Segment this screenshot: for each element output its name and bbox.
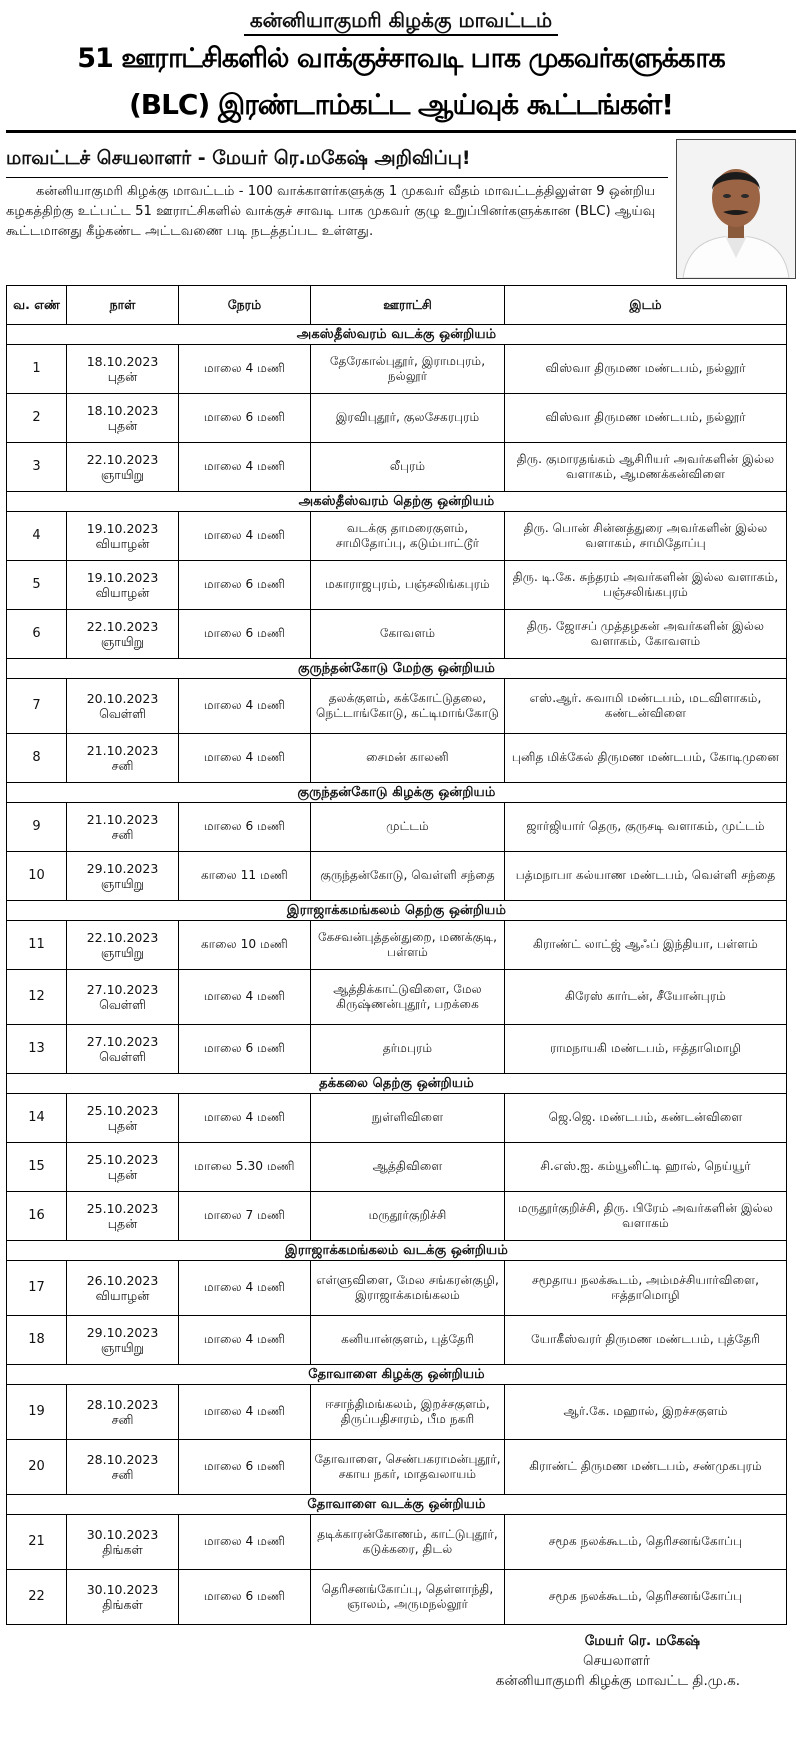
venue-cell: ஜார்ஜியார் தெரு, குருசடி வளாகம், முட்டம் xyxy=(505,803,787,852)
time-cell: மாலை 6 மணி xyxy=(179,1570,311,1625)
table-row xyxy=(7,1515,787,1570)
table-row xyxy=(7,1192,787,1241)
serial-no-cell: 10 xyxy=(7,852,67,901)
date-cell xyxy=(67,803,179,852)
day-text: வியாழன் xyxy=(95,536,150,551)
date-text: 22.10.2023 xyxy=(86,929,159,945)
table-row xyxy=(7,443,787,492)
date-cell xyxy=(67,345,179,394)
intro-section xyxy=(6,139,796,279)
time-cell: மாலை 4 மணி xyxy=(179,512,311,561)
date-cell xyxy=(67,1570,179,1625)
date-text: 25.10.2023 xyxy=(86,1200,159,1216)
union-name: அகஸ்தீஸ்வரம் தெற்கு ஒன்றியம் xyxy=(7,492,787,512)
serial-no-cell: 9 xyxy=(7,803,67,852)
venue-cell: சமூக நலக்கூடம், தெரிசனங்கோப்பு xyxy=(505,1515,787,1570)
time-cell: மாலை 6 மணி xyxy=(179,803,311,852)
panchayat-cell: மருதூர்குறிச்சி xyxy=(311,1192,505,1241)
serial-no-cell: 16 xyxy=(7,1192,67,1241)
table-row xyxy=(7,1440,787,1495)
date-cell xyxy=(67,512,179,561)
subheadline: மாவட்டச் செயலாளர் - மேயர் ரெ.மகேஷ் அறிவிப்பு! xyxy=(6,139,668,178)
day-text: திங்கள் xyxy=(102,1597,143,1612)
date-cell xyxy=(67,679,179,734)
date-text: 27.10.2023 xyxy=(86,981,159,997)
day-text: ஞாயிறு xyxy=(100,876,145,891)
table-row xyxy=(7,679,787,734)
union-section-header xyxy=(7,659,787,679)
time-cell: காலை 10 மணி xyxy=(179,921,311,970)
serial-no-cell: 11 xyxy=(7,921,67,970)
day-text: சனி xyxy=(111,827,134,842)
union-section-header xyxy=(7,1495,787,1515)
serial-no-cell: 19 xyxy=(7,1385,67,1440)
header-venue: இடம் xyxy=(505,286,787,325)
day-text: புதன் xyxy=(107,369,138,384)
venue-cell: திரு. குமாரதங்கம் ஆசிரியர் அவர்களின் இல்ல வளாகம், ஆமணக்கன்விளை xyxy=(505,443,787,492)
time-cell: மாலை 4 மணி xyxy=(179,1316,311,1365)
day-text: திங்கள் xyxy=(102,1542,143,1557)
table-row xyxy=(7,1570,787,1625)
date-text: 22.10.2023 xyxy=(86,618,159,634)
table-row xyxy=(7,803,787,852)
date-cell xyxy=(67,1094,179,1143)
time-cell: மாலை 4 மணி xyxy=(179,1515,311,1570)
table-row xyxy=(7,1025,787,1074)
day-text: ஞாயிறு xyxy=(100,945,145,960)
table-row xyxy=(7,345,787,394)
panchayat-cell: சைமன் காலனி xyxy=(311,734,505,783)
day-text: வியாழன் xyxy=(95,585,150,600)
date-cell xyxy=(67,1192,179,1241)
day-text: புதன் xyxy=(107,418,138,433)
date-text: 29.10.2023 xyxy=(86,1324,159,1340)
header-time: நேரம் xyxy=(179,286,311,325)
time-cell: மாலை 4 மணி xyxy=(179,1385,311,1440)
date-text: 19.10.2023 xyxy=(86,569,159,585)
union-section-header xyxy=(7,901,787,921)
panchayat-cell: தடிக்காரன்கோணம், காட்டுபுதூர், கடுக்கரை, திடல் xyxy=(311,1515,505,1570)
panchayat-cell: தெரிசனங்கோப்பு, தெள்ளாந்தி, ஞாலம், அருமநல்லூர் xyxy=(311,1570,505,1625)
day-text: ஞாயிறு xyxy=(100,467,145,482)
venue-cell: சமூதாய நலக்கூடம், அம்மச்சியார்விளை, ஈத்தாமொழி xyxy=(505,1261,787,1316)
table-row xyxy=(7,394,787,443)
schedule-body xyxy=(7,325,787,1625)
date-text: 28.10.2023 xyxy=(86,1451,159,1467)
date-text: 25.10.2023 xyxy=(86,1102,159,1118)
district-title xyxy=(6,6,796,36)
venue-cell: சமூக நலக்கூடம், தெரிசனங்கோப்பு xyxy=(505,1570,787,1625)
table-row xyxy=(7,921,787,970)
intro-paragraph: கன்னியாகுமரி கிழக்கு மாவட்டம் - 100 வாக்காளர்களுக்கு 1 முகவர் வீதம் மாவட்டத்திலுள்ள 9 ஒன்றிய கழகத்திற்கு உட்பட்ட 51 ஊராட்சிகளில் வாக்குச் சாவடி பாக முகவர் குழு உறுப்பினர்களுக்கான (BLC) ஆய்வு கூட்டமானது கீழ்கண்ட அட்டவணை படி நடத்தப்பட உள்ளது. xyxy=(6,184,656,239)
serial-no-cell: 3 xyxy=(7,443,67,492)
table-row xyxy=(7,734,787,783)
time-cell: மாலை 4 மணி xyxy=(179,443,311,492)
time-cell: மாலை 5.30 மணி xyxy=(179,1143,311,1192)
venue-cell: விஸ்வா திருமண மண்டபம், நல்லூர் xyxy=(505,345,787,394)
date-cell xyxy=(67,1440,179,1495)
union-section-header xyxy=(7,1365,787,1385)
union-name: குருந்தன்கோடு மேற்கு ஒன்றியம் xyxy=(7,659,787,679)
serial-no-cell: 12 xyxy=(7,970,67,1025)
panchayat-cell: தேரேகால்புதூர், இராமபுரம், நல்லூர் xyxy=(311,345,505,394)
date-text: 26.10.2023 xyxy=(86,1272,159,1288)
union-name: குருந்தன்கோடு கிழக்கு ஒன்றியம் xyxy=(7,783,787,803)
day-text: சனி xyxy=(111,1467,134,1482)
date-text: 25.10.2023 xyxy=(86,1151,159,1167)
table-row xyxy=(7,1316,787,1365)
serial-no-cell: 17 xyxy=(7,1261,67,1316)
newspaper-notice xyxy=(6,0,796,1691)
panchayat-cell: கேசவன்புத்தன்துறை, மணக்குடி, பள்ளம் xyxy=(311,921,505,970)
panchayat-cell: மகாராஜபுரம், பஞ்சலிங்கபுரம் xyxy=(311,561,505,610)
serial-no-cell: 21 xyxy=(7,1515,67,1570)
serial-no-cell: 4 xyxy=(7,512,67,561)
header-serial-no: வ. எண் xyxy=(7,286,67,325)
panchayat-cell: ஈசாந்திமங்கலம், இறச்சகுளம், திருப்பதிசாரம், பீம நகரி xyxy=(311,1385,505,1440)
venue-cell: திரு. பொன் சின்னத்துரை அவர்களின் இல்ல வளாகம், சாமிதோப்பு xyxy=(505,512,787,561)
serial-no-cell: 13 xyxy=(7,1025,67,1074)
table-header-row xyxy=(7,286,787,325)
date-text: 18.10.2023 xyxy=(86,402,159,418)
headline-line-2: (BLC) இரண்டாம்கட்ட ஆய்வுக் கூட்டங்கள்! xyxy=(6,82,796,133)
day-text: சனி xyxy=(111,758,134,773)
panchayat-cell: முட்டம் xyxy=(311,803,505,852)
panchayat-cell: கோவளம் xyxy=(311,610,505,659)
panchayat-cell: லீபுரம் xyxy=(311,443,505,492)
signatory-role: செயலாளர் xyxy=(582,1653,650,1669)
union-name: அகஸ்தீஸ்வரம் வடக்கு ஒன்றியம் xyxy=(7,325,787,345)
venue-cell: ஜெ.ஜெ. மண்டபம், கண்டன்விளை xyxy=(505,1094,787,1143)
time-cell: காலை 11 மணி xyxy=(179,852,311,901)
venue-cell: புனித மிக்கேல் திருமண மண்டபம், கோடிமுனை xyxy=(505,734,787,783)
union-section-header xyxy=(7,1241,787,1261)
panchayat-cell: தலக்குளம், கக்கோட்டுதலை, நெட்டாங்கோடு, கட்டிமாங்கோடு xyxy=(311,679,505,734)
union-name: இராஜாக்கமங்கலம் தெற்கு ஒன்றியம் xyxy=(7,901,787,921)
date-text: 18.10.2023 xyxy=(86,353,159,369)
signatory-org: கன்னியாகுமரி கிழக்கு மாவட்ட தி.மு.க. xyxy=(495,1673,740,1689)
secretary-photo xyxy=(676,139,796,279)
date-cell xyxy=(67,1143,179,1192)
date-text: 30.10.2023 xyxy=(86,1526,159,1542)
day-text: வெள்ளி xyxy=(99,706,146,721)
venue-cell: கிராண்ட் திருமண மண்டபம், சண்முகபுரம் xyxy=(505,1440,787,1495)
panchayat-cell: இரவிபுதூர், குலசேகரபுரம் xyxy=(311,394,505,443)
date-cell xyxy=(67,443,179,492)
day-text: புதன் xyxy=(107,1118,138,1133)
serial-no-cell: 15 xyxy=(7,1143,67,1192)
date-cell xyxy=(67,1385,179,1440)
header-date: நாள் xyxy=(67,286,179,325)
day-text: ஞாயிறு xyxy=(100,1340,145,1355)
union-section-header xyxy=(7,325,787,345)
time-cell: மாலை 4 மணி xyxy=(179,679,311,734)
venue-cell: யோகீஸ்வரர் திருமண மண்டபம், புத்தேரி xyxy=(505,1316,787,1365)
time-cell: மாலை 6 மணி xyxy=(179,610,311,659)
time-cell: மாலை 7 மணி xyxy=(179,1192,311,1241)
day-text: ஞாயிறு xyxy=(100,634,145,649)
serial-no-cell: 2 xyxy=(7,394,67,443)
date-cell xyxy=(67,1025,179,1074)
table-row xyxy=(7,1143,787,1192)
panchayat-cell: வடக்கு தாமரைகுளம், சாமிதோப்பு, கடும்பாட்டூர் xyxy=(311,512,505,561)
union-section-header xyxy=(7,783,787,803)
date-cell xyxy=(67,1515,179,1570)
venue-cell: சி.எஸ்.ஐ. கம்யூனிட்டி ஹால், நெய்யூர் xyxy=(505,1143,787,1192)
headline-line-1: 51 ஊராட்சிகளில் வாக்குச்சாவடி பாக முகவர்களுக்காக xyxy=(77,43,725,74)
district-title-text: கன்னியாகுமரி கிழக்கு மாவட்டம் xyxy=(244,6,558,36)
union-name: இராஜாக்கமங்கலம் வடக்கு ஒன்றியம் xyxy=(7,1241,787,1261)
venue-cell: திரு. டி.கே. சுந்தரம் அவர்களின் இல்ல வளாகம், பஞ்சலிங்கபுரம் xyxy=(505,561,787,610)
time-cell: மாலை 4 மணி xyxy=(179,1094,311,1143)
day-text: வெள்ளி xyxy=(99,997,146,1012)
panchayat-cell: ஆத்திக்காட்டுவிளை, மேல கிருஷ்ணன்புதூர், பறக்கை xyxy=(311,970,505,1025)
date-cell xyxy=(67,1261,179,1316)
venue-cell: விஸ்வா திருமண மண்டபம், நல்லூர் xyxy=(505,394,787,443)
meeting-schedule-table xyxy=(6,285,787,1625)
date-cell xyxy=(67,1316,179,1365)
table-row xyxy=(7,1094,787,1143)
time-cell: மாலை 6 மணி xyxy=(179,1440,311,1495)
date-text: 21.10.2023 xyxy=(86,742,159,758)
venue-cell: பத்மநாபா கல்யாண மண்டபம், வெள்ளி சந்தை xyxy=(505,852,787,901)
date-cell xyxy=(67,734,179,783)
day-text: சனி xyxy=(111,1412,134,1427)
union-section-header xyxy=(7,492,787,512)
serial-no-cell: 7 xyxy=(7,679,67,734)
venue-cell: எஸ்.ஆர். சுவாமி மண்டபம், மடவிளாகம், கண்டன்விளை xyxy=(505,679,787,734)
serial-no-cell: 6 xyxy=(7,610,67,659)
date-text: 22.10.2023 xyxy=(86,451,159,467)
union-section-header xyxy=(7,1074,787,1094)
venue-cell: திரு. ஜோசப் முத்தழகன் அவர்களின் இல்ல வளாகம், கோவளம் xyxy=(505,610,787,659)
time-cell: மாலை 6 மணி xyxy=(179,561,311,610)
header-panchayat: ஊராட்சி xyxy=(311,286,505,325)
panchayat-cell: நுள்ளிவிளை xyxy=(311,1094,505,1143)
serial-no-cell: 18 xyxy=(7,1316,67,1365)
table-row xyxy=(7,1385,787,1440)
union-name: தோவாளை கிழக்கு ஒன்றியம் xyxy=(7,1365,787,1385)
table-row xyxy=(7,610,787,659)
time-cell: மாலை 4 மணி xyxy=(179,970,311,1025)
date-text: 30.10.2023 xyxy=(86,1581,159,1597)
table-row xyxy=(7,852,787,901)
table-row xyxy=(7,561,787,610)
serial-no-cell: 14 xyxy=(7,1094,67,1143)
day-text: புதன் xyxy=(107,1216,138,1231)
panchayat-cell: எள்ளுவிளை, மேல சங்கரன்குழி, இராஜாக்கமங்கலம் xyxy=(311,1261,505,1316)
time-cell: மாலை 4 மணி xyxy=(179,345,311,394)
date-text: 29.10.2023 xyxy=(86,860,159,876)
table-row xyxy=(7,1261,787,1316)
day-text: வெள்ளி xyxy=(99,1049,146,1064)
venue-cell: மருதூர்குறிச்சி, திரு. பிரேம் அவர்களின் இல்ல வளாகம் xyxy=(505,1192,787,1241)
date-cell xyxy=(67,394,179,443)
day-text: புதன் xyxy=(107,1167,138,1182)
panchayat-cell: தர்மபுரம் xyxy=(311,1025,505,1074)
serial-no-cell: 1 xyxy=(7,345,67,394)
serial-no-cell: 22 xyxy=(7,1570,67,1625)
serial-no-cell: 8 xyxy=(7,734,67,783)
time-cell: மாலை 6 மணி xyxy=(179,1025,311,1074)
panchayat-cell: ஆத்திவிளை xyxy=(311,1143,505,1192)
table-row xyxy=(7,512,787,561)
venue-cell: ஆர்.கே. மஹால், இறச்சகுளம் xyxy=(505,1385,787,1440)
date-text: 27.10.2023 xyxy=(86,1033,159,1049)
time-cell: மாலை 4 மணி xyxy=(179,1261,311,1316)
table-row xyxy=(7,970,787,1025)
union-name: தோவாளை வடக்கு ஒன்றியம் xyxy=(7,1495,787,1515)
venue-cell: ராமநாயகி மண்டபம், ஈத்தாமொழி xyxy=(505,1025,787,1074)
serial-no-cell: 20 xyxy=(7,1440,67,1495)
venue-cell: கிராண்ட் லாட்ஜ் ஆஃப் இந்தியா, பள்ளம் xyxy=(505,921,787,970)
time-cell: மாலை 6 மணி xyxy=(179,394,311,443)
panchayat-cell: தோவாளை, செண்பகராமன்புதூர், சகாய நகர், மாதவலாயம் xyxy=(311,1440,505,1495)
date-text: 19.10.2023 xyxy=(86,520,159,536)
serial-no-cell: 5 xyxy=(7,561,67,610)
time-cell: மாலை 4 மணி xyxy=(179,734,311,783)
venue-cell: கிரேஸ் கார்டன், சீயோன்புரம் xyxy=(505,970,787,1025)
intro-left xyxy=(6,139,676,279)
portrait-image xyxy=(677,140,795,278)
panchayat-cell: குருந்தன்கோடு, வெள்ளி சந்தை xyxy=(311,852,505,901)
date-text: 21.10.2023 xyxy=(86,811,159,827)
date-cell xyxy=(67,852,179,901)
union-name: தக்கலை தெற்கு ஒன்றியம் xyxy=(7,1074,787,1094)
date-cell xyxy=(67,561,179,610)
panchayat-cell: கனியான்குளம், புத்தேரி xyxy=(311,1316,505,1365)
date-cell xyxy=(67,921,179,970)
date-text: 28.10.2023 xyxy=(86,1396,159,1412)
date-text: 20.10.2023 xyxy=(86,690,159,706)
signature-block xyxy=(6,1631,796,1691)
date-cell xyxy=(67,610,179,659)
signatory-name: மேயர் ரெ. மகேஷ் xyxy=(584,1633,700,1649)
date-cell xyxy=(67,970,179,1025)
day-text: வியாழன் xyxy=(95,1288,150,1303)
